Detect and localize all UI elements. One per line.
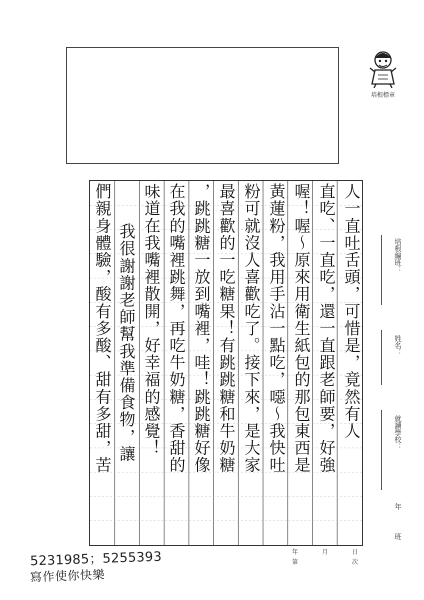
logo-slogan: 寫作使你快樂 [29,567,106,585]
stamp-label: 培根標章 [370,92,395,99]
essay-column-11: 們親身體驗，酸有多酸、甜有多甜，苦 [93,183,112,474]
school-label: 就讀學校： [394,415,402,450]
grade-label: 年 [394,503,402,510]
school-field-line [381,410,382,490]
month-label: 月 [322,549,329,556]
essay-column-8: 在我的嘴裡跳舞，再吃牛奶糖，香甜的 [167,183,186,474]
logo-phone-numbers: 5231985；5255393 [29,549,163,570]
year-label: 年 [292,549,299,556]
essay-column-3: 喔！喔～原來用衛生紙包的那包東西是 [292,183,311,474]
essay-column-7: ，跳跳糖一放到嘴裡，哇！跳跳糖好像 [192,183,211,474]
class-suffix-label: 班 [394,533,402,540]
essay-column-2: 直吃、一直吃，還一直跟老師要，好強 [317,183,336,474]
mascot-icon [366,48,400,88]
name-label: 姓名： [394,335,402,356]
essay-column-5: 粉可就沒人喜歡吃了。接下來，是大家 [242,183,261,474]
essay-column-1: 人一直吐舌頭，可惜是，竟然有人 [342,183,361,440]
class-field-line [381,235,382,305]
class-label: 培根編班： [394,238,402,273]
essay-column-6: 最喜歡的一吃糖果！有跳跳糖和牛奶糖 [217,183,236,474]
essay-column-4: 黃蓮粉，我用手沾一點吃，噁～我快吐 [267,183,286,474]
essay-column-10: 我很謝謝老師幫我準備食物，讓 [117,223,136,463]
name-field-line [381,330,382,385]
essay-column-9: 味道在我嘴裡散開，好幸福的感覺！ [142,183,161,457]
issue-label: 第 [292,559,299,566]
day-label: 日 [352,549,359,556]
count-label: 次 [352,559,359,566]
top-drawing-box [66,47,339,164]
writing-grid [89,180,363,546]
